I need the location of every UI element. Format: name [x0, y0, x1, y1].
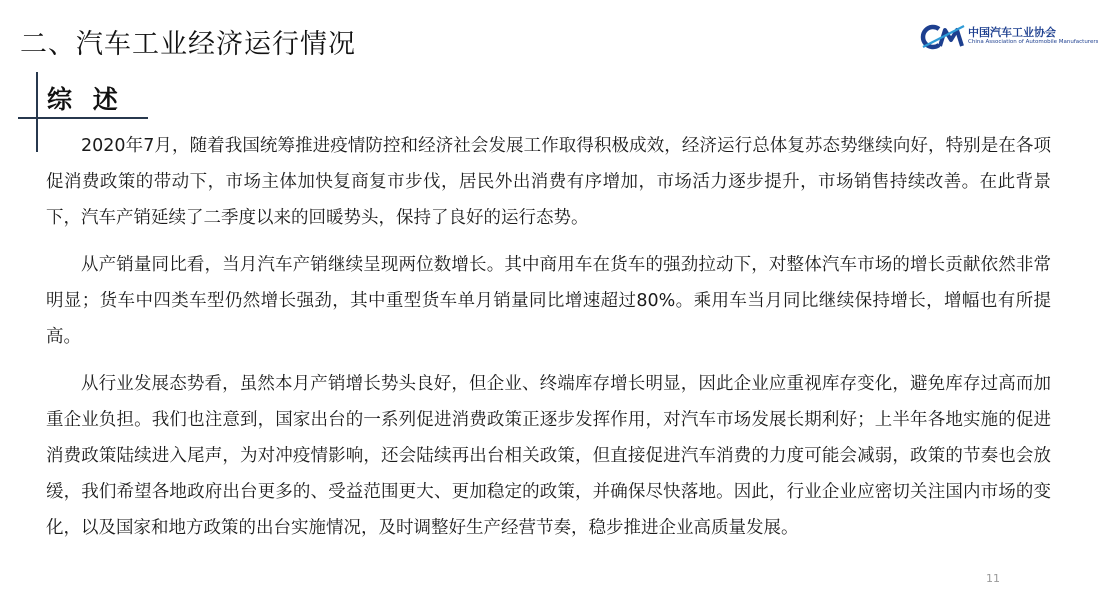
paragraph-3: 从行业发展态势看，虽然本月产销增长势头良好，但企业、终端库存增长明显，因此企业应重视库存变化，避免库存过高而加重企业负担。我们也注意到，国家出台的一系列促进消费政策正逐步发挥作用，对汽车市场发展长期利好；上半年各地实施的促进消费政策陆续进入尾声，为对冲疫情影响，还会陆续再出台相关政策，但直接促进汽车消费的力度可能会减弱，政策的节奏也会放缓，我们希望各地政府出台更多的、受益范围更大、更加稳定的政策，并确保尽快落地。因此，行业企业应密切关注国内市场的变化，以及国家和地方政策的出台实施情况，及时调整好生产经营节奏，稳步推进企业高质量发展。 — [46, 374, 1051, 538]
paragraph-2: 从产销量同比看，当月汽车产销继续呈现两位数增长。其中商用车在货车的强劲拉动下，对整体汽车市场的增长贡献依然非常明显；货车中四类车型仍然增长强劲，其中重型货车单月销量同比增速超过80%。乘用车当月同比继续保持增长，增幅也有所提高。 — [46, 255, 1051, 347]
section-vertical-rule — [36, 72, 38, 152]
logo-name-cn: 中国汽车工业协会 — [968, 26, 1056, 39]
caam-logo — [920, 22, 1098, 52]
body-text — [46, 128, 1051, 557]
caam-logo-mark-icon — [920, 24, 966, 50]
section-horizontal-rule — [18, 117, 148, 119]
logo-name-en: China Association of Automobile Manufacturers — [968, 39, 1098, 45]
section-title: 综 述 — [47, 85, 124, 114]
slide-title: 二、汽车工业经济运行情况 — [20, 29, 356, 60]
paragraph-1: 2020年7月，随着我国统筹推进疫情防控和经济社会发展工作取得积极成效，经济运行总体复苏态势继续向好，特别是在各项促消费政策的带动下，市场主体加快复商复市步伐，居民外出消费有序增加，市场活力逐步提升，市场销售持续改善。在此背景下，汽车产销延续了二季度以来的回暖势头，保持了良好的运行态势。 — [46, 136, 1051, 228]
page-number: 11 — [986, 572, 1000, 585]
